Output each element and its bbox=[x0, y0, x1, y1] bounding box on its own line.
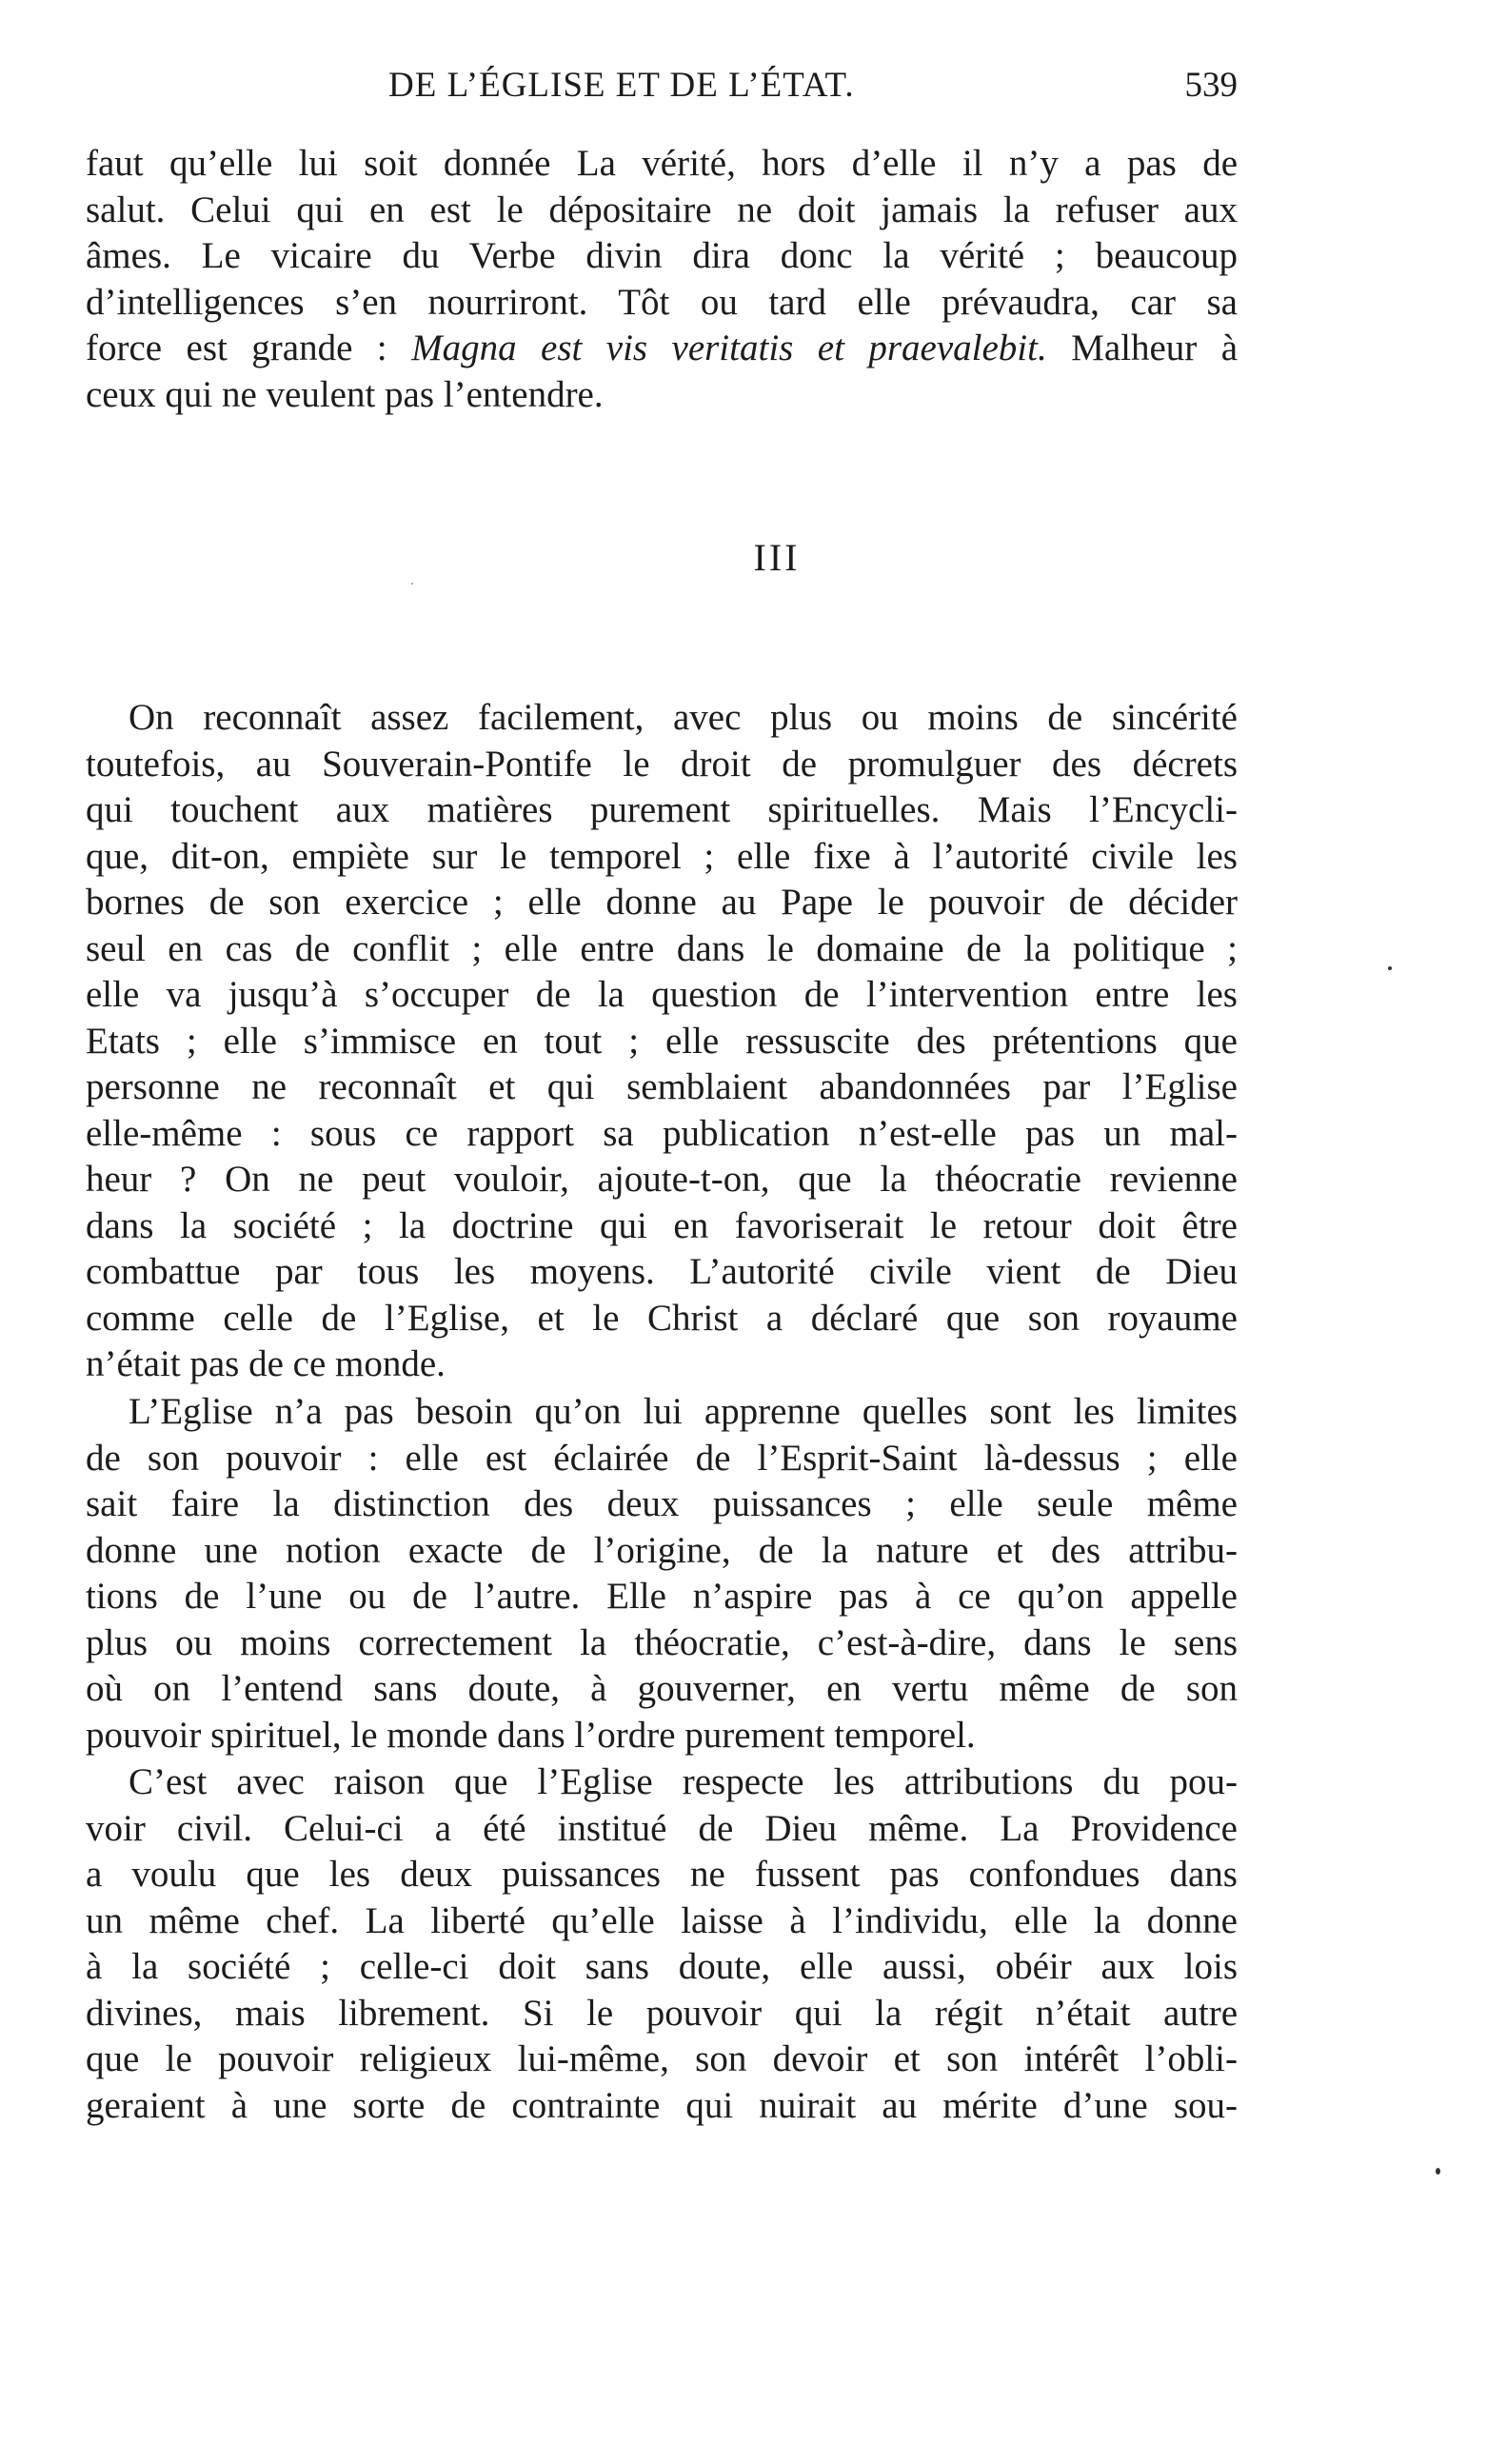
text-line: ceux qui ne veulent pas l’entendre. bbox=[86, 373, 604, 415]
text-line: dans la société ; la doctrine qui en favoriserait le retour doit être bbox=[86, 1204, 1238, 1246]
page-number: 539 bbox=[1184, 66, 1238, 105]
text-line: n’était pas de ce monde. bbox=[86, 1343, 446, 1384]
running-title: DE L’ÉGLISE ET DE L’ÉTAT. bbox=[388, 66, 855, 105]
text-line: a voulu que les deux puissances ne fussent pas confondues dans bbox=[86, 1854, 1238, 1895]
text-line: à la société ; celle-ci doit sans doute, elle aussi, obéir aux lois bbox=[86, 1946, 1238, 1987]
text-line: geraient à une sorte de contrainte qui nuirait au mérite d’une sou- bbox=[86, 2084, 1238, 2126]
text-line: salut. Celui qui en est le dépositaire ne doit jamais la refuser aux bbox=[86, 189, 1238, 230]
text-line: elle-même : sous ce rapport sa publication n’est-elle pas un mal- bbox=[86, 1112, 1238, 1154]
paragraph-1 bbox=[86, 695, 1238, 1388]
text-fragment: force est grande : bbox=[86, 328, 387, 368]
intro-paragraph bbox=[86, 141, 1238, 418]
ink-speck bbox=[411, 583, 413, 585]
paragraph-2 bbox=[86, 1389, 1238, 1759]
text-line: voir civil. Celui-ci a été institué de Dieu même. La Providence bbox=[86, 1807, 1238, 1849]
text-line: de son pouvoir : elle est éclairée de l’Esprit-Saint là-dessus ; elle bbox=[86, 1437, 1238, 1479]
text-line: tions de l’une ou de l’autre. Elle n’aspire pas à ce qu’on appelle bbox=[86, 1576, 1238, 1617]
text-line: où on l’entend sans doute, à gouverner, en vertu même de son bbox=[86, 1668, 1238, 1709]
text-line: que, dit-on, empiète sur le temporel ; elle fixe à l’autorité civile les bbox=[86, 835, 1238, 877]
ink-speck bbox=[1436, 2168, 1440, 2175]
text-line: âmes. Le vicaire du Verbe divin dira donc la vérité ; beaucoup bbox=[86, 235, 1238, 276]
ink-speck bbox=[1388, 966, 1392, 970]
running-head bbox=[86, 65, 1238, 112]
text-line: On reconnaît assez facilement, avec plus ou moins de sincérité bbox=[129, 697, 1238, 738]
text-line: heur ? On ne peut vouloir, ajoute-t-on, que la théocratie revienne bbox=[86, 1159, 1238, 1200]
section-number: III bbox=[753, 536, 801, 579]
latin-quote: Magna est vis veritatis et praevalebit. bbox=[411, 328, 1047, 368]
text-line: qui touchent aux matières purement spirituelles. Mais l’Encycli- bbox=[86, 789, 1238, 830]
paragraph-3 bbox=[86, 1759, 1238, 2129]
text-line: L’Eglise n’a pas besoin qu’on lui apprenne quelles sont les limites bbox=[129, 1391, 1238, 1432]
text-line: combattue par tous les moyens. L’autorité civile vient de Dieu bbox=[86, 1251, 1238, 1292]
text-fragment: Malheur à bbox=[1071, 328, 1238, 368]
text-line: personne ne reconnaît et qui semblaient abandonnées par l’Eglise bbox=[86, 1066, 1238, 1107]
text-line: plus ou moins correctement la théocratie, c’est-à-dire, dans le sens bbox=[86, 1621, 1238, 1663]
text-line: bornes de son exercice ; elle donne au Pape le pouvoir de décider bbox=[86, 882, 1238, 923]
text-line: Etats ; elle s’immisce en tout ; elle ressuscite des prétentions que bbox=[86, 1020, 1238, 1062]
text-line: sait faire la distinction des deux puissances ; elle seule même bbox=[86, 1483, 1238, 1524]
text-line: que le pouvoir religieux lui-même, son devoir et son intérêt l’obli- bbox=[86, 2038, 1238, 2079]
text-line: pouvoir spirituel, le monde dans l’ordre purement temporel. bbox=[86, 1714, 976, 1756]
text-line: faut qu’elle lui soit donnée La vérité, hors d’elle il n’y a pas de bbox=[86, 143, 1238, 184]
text-line: comme celle de l’Eglise, et le Christ a déclaré que son royaume bbox=[86, 1297, 1238, 1339]
text-line: elle va jusqu’à s’occuper de la question de l’intervention entre les bbox=[86, 974, 1238, 1015]
text-line: un même chef. La liberté qu’elle laisse à l’individu, elle la donne bbox=[86, 1899, 1238, 1941]
text-line: toutefois, au Souverain-Pontife le droit de promulguer des décrets bbox=[86, 743, 1238, 785]
text-line: divines, mais librement. Si le pouvoir qui la régit n’était autre bbox=[86, 1992, 1238, 2034]
text-line: seul en cas de conflit ; elle entre dans le domaine de la politique ; bbox=[86, 927, 1238, 969]
text-line bbox=[86, 326, 1238, 372]
text-line: C’est avec raison que l’Eglise respecte les attributions du pou- bbox=[129, 1761, 1238, 1802]
text-line: d’intelligences s’en nourriront. Tôt ou tard elle prévaudra, car sa bbox=[86, 281, 1238, 323]
text-line: donne une notion exacte de l’origine, de la nature et des attribu- bbox=[86, 1529, 1238, 1571]
